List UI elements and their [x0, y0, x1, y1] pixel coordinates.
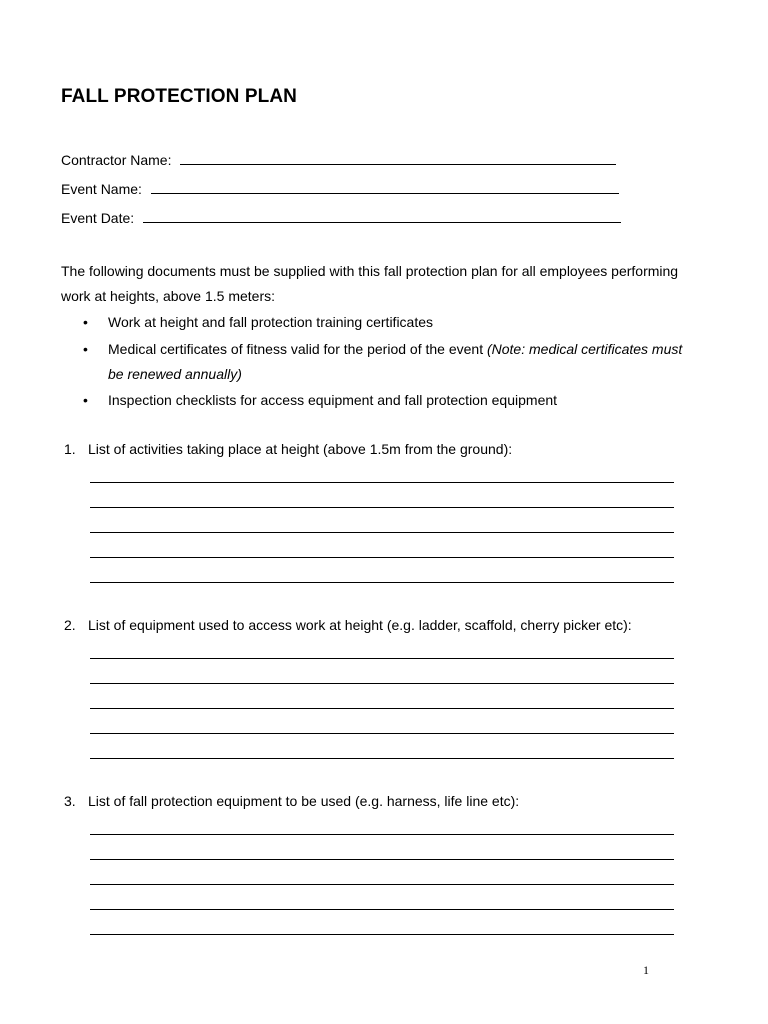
- answer-line[interactable]: [90, 733, 674, 734]
- bullet-icon: •: [83, 340, 88, 357]
- answer-line[interactable]: [90, 507, 674, 508]
- answer-line[interactable]: [90, 758, 674, 759]
- bullet-note: (Note: medical certificates must be renewed annually): [108, 340, 683, 382]
- answer-line[interactable]: [90, 834, 674, 835]
- event-name-label: Event Name:: [61, 181, 142, 197]
- answer-line[interactable]: [90, 658, 674, 659]
- answer-line[interactable]: [90, 482, 674, 483]
- contractor-name-blank[interactable]: [180, 164, 616, 165]
- answer-line[interactable]: [90, 859, 674, 860]
- question-number: 2.: [64, 617, 76, 633]
- bullet-icon: •: [83, 392, 88, 408]
- question-text: List of activities taking place at height (above 1.5m from the ground):: [88, 441, 513, 457]
- question-text: List of equipment used to access work at height (e.g. ladder, scaffold, cherry picker etc):: [88, 617, 632, 633]
- event-name-blank[interactable]: [151, 193, 619, 194]
- event-date-label: Event Date:: [61, 210, 135, 226]
- list-item: [83, 310, 683, 335]
- list-item: [83, 337, 683, 387]
- page-title: FALL PROTECTION PLAN: [61, 86, 297, 107]
- event-name-field: [61, 177, 619, 197]
- required-documents-list: [83, 310, 683, 415]
- answer-line[interactable]: [90, 934, 674, 935]
- question-number: 3.: [64, 793, 76, 809]
- answer-line[interactable]: [90, 909, 674, 910]
- bullet-text: Work at height and fall protection training certificates: [108, 314, 434, 330]
- answer-line[interactable]: [90, 582, 674, 583]
- question-number: 1.: [64, 441, 76, 457]
- question-1: [64, 441, 512, 457]
- list-item: [83, 388, 683, 413]
- bullet-text: Medical certificates of fitness valid for the period of the event: [108, 340, 487, 357]
- question-3: [64, 793, 519, 809]
- answer-line[interactable]: [90, 884, 674, 885]
- answer-line[interactable]: [90, 532, 674, 533]
- event-date-field: [61, 206, 621, 226]
- contractor-name-field: [61, 148, 616, 168]
- answer-line[interactable]: [90, 557, 674, 558]
- contractor-name-label: Contractor Name:: [61, 152, 172, 168]
- bullet-text: Inspection checklists for access equipment and fall protection equipment: [108, 392, 558, 408]
- bullet-icon: •: [83, 314, 88, 330]
- answer-line[interactable]: [90, 708, 674, 709]
- page-number: 1: [643, 963, 649, 977]
- intro-paragraph: The following documents must be supplied with this fall protection plan for all employees performing work at heights, above 1.5 meters:: [61, 263, 679, 304]
- event-date-blank[interactable]: [143, 222, 621, 223]
- question-text: List of fall protection equipment to be used (e.g. harness, life line etc):: [88, 793, 520, 809]
- question-2: [64, 617, 632, 633]
- answer-line[interactable]: [90, 683, 674, 684]
